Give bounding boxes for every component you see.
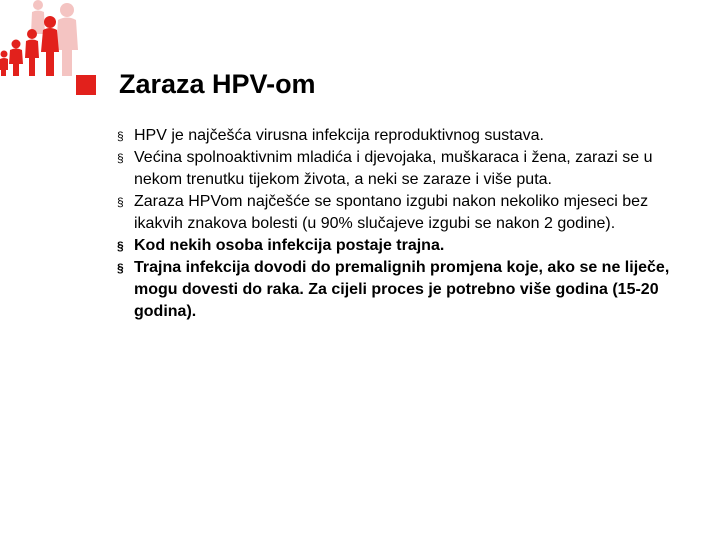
bullet-marker: § (117, 151, 124, 165)
title-square-marker (76, 75, 96, 95)
bullet-item (117, 125, 697, 147)
slide-title: Zaraza HPV-om (119, 69, 316, 99)
bullet-list (117, 125, 697, 323)
bullet-item (117, 191, 697, 235)
bullet-item (117, 147, 697, 191)
bullet-marker: § (117, 239, 124, 253)
bullet-marker: § (117, 261, 124, 275)
bullet-marker: § (117, 195, 124, 209)
people-silhouette-logo-icon (0, 0, 82, 76)
bullet-text: Zaraza HPVom najčešće se spontano izgubi nakon nekoliko mjeseci bez ikakvih znakova bolesti (u 90% slučajeve izgubi se nakon 2 godine). (134, 193, 649, 232)
bullet-text: Trajna infekcija dovodi do premalignih promjena koje, ako se ne liječe, mogu dovesti do raka. Za cijeli proces je potrebno više godina (15-20 godina). (134, 259, 670, 320)
bullet-item (117, 235, 697, 257)
bullet-marker: § (117, 129, 124, 143)
bullet-text: Većina spolnoaktivnim mladića i djevojaka, muškaraca i žena, zarazi se u nekom trenutku tijekom života, a neki se zaraze i više puta. (134, 149, 653, 188)
bullet-text: HPV je najčešća virusna infekcija reproduktivnog sustava. (134, 127, 544, 144)
bullet-text: Kod nekih osoba infekcija postaje trajna. (134, 237, 445, 254)
bullet-item (117, 257, 697, 323)
title-square-shape (76, 75, 96, 95)
